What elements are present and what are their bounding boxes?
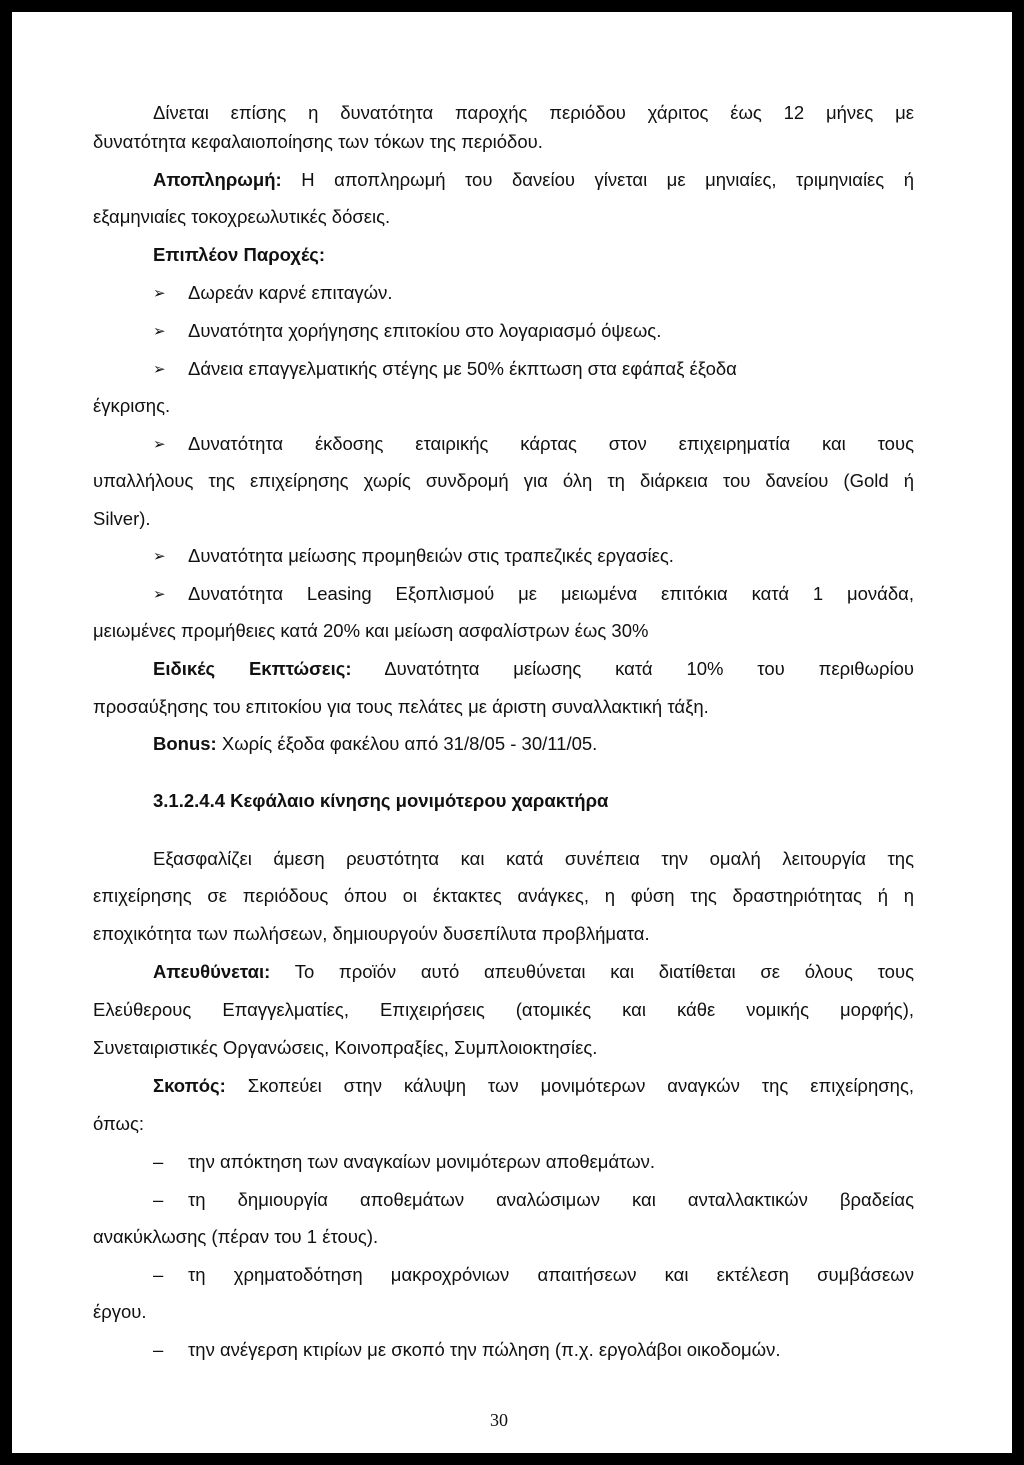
purpose-item-3-line-1: τη χρηματοδότηση μακροχρόνιων απαιτήσεων και εκτέλεση συμβάσεων — [188, 1264, 914, 1285]
special-line-1 — [153, 658, 914, 680]
intro-line-3: εποχικότητα των πωλήσεων, δημιουργούν δυσεπίλυτα προβλήματα. — [93, 923, 650, 944]
dash-bullet-icon: – — [153, 1189, 164, 1210]
purpose-line-2: όπως: — [93, 1113, 145, 1134]
special-text-1: Δυνατότητα μείωσης κατά 10% του περιθωρίου — [384, 658, 914, 679]
purpose-item-2-line-1: τη δημιουργία αποθεμάτων αναλώσιμων και ανταλλακτικών βραδείας — [188, 1189, 914, 1210]
repayment-label: Αποπληρωμή: — [153, 169, 282, 190]
extras-bullet-6-line-2: μειωμένες προμήθειες κατά 20% και μείωση ασφαλίστρων έως 30% — [93, 620, 649, 641]
purpose-line-1 — [153, 1075, 914, 1097]
grace-line-2: δυνατότητα κεφαλαιοποίησης των τόκων της περιόδου. — [93, 131, 543, 152]
purpose-item-3-line-2: έργου. — [93, 1301, 147, 1322]
page-number: 30 — [490, 1410, 508, 1430]
extras-bullet-6-line-1: Δυνατότητα Leasing Εξοπλισμού με μειωμένα επιτόκια κατά 1 μονάδα, — [188, 583, 914, 604]
dash-bullet-icon: – — [153, 1151, 164, 1172]
purpose-label: Σκοπός: — [153, 1075, 226, 1096]
extras-bullet-5: Δυνατότητα μείωσης προμηθειών στις τραπεζικές εργασίες. — [188, 545, 674, 566]
bullet-arrow-icon: ➢ — [153, 435, 166, 453]
extras-bullet-4-line-1: Δυνατότητα έκδοσης εταιρικής κάρτας στον επιχειρηματία και τους — [188, 433, 914, 454]
extras-bullet-4-line-2: υπαλλήλους της επιχείρησης χωρίς συνδρομή για όλη τη διάρκεια του δανείου (Gold ή — [93, 470, 914, 491]
bullet-arrow-icon: ➢ — [153, 322, 166, 340]
intro-line-2: επιχείρησης σε περιόδους όπου οι έκτακτες ανάγκες, η φύση της δραστηριότητας ή η — [93, 885, 914, 906]
bonus-label: Bonus: — [153, 733, 217, 754]
section-number: 3.1.2.4.4 — [153, 790, 226, 811]
special-line-2: προσαύξησης του επιτοκίου για τους πελάτες με άριστη συναλλακτική τάξη. — [93, 696, 709, 717]
target-line-1 — [153, 961, 914, 983]
purpose-item-2-line-2: ανακύκλωσης (πέραν του 1 έτους). — [93, 1226, 379, 1247]
dash-bullet-icon: – — [153, 1264, 164, 1285]
extras-heading: Επιπλέον Παροχές: — [153, 244, 326, 265]
repayment-line-1 — [153, 169, 914, 191]
bullet-arrow-icon: ➢ — [153, 284, 166, 302]
bonus-text: Χωρίς έξοδα φακέλου από 31/8/05 - 30/11/05. — [221, 733, 598, 754]
document-page — [12, 12, 1012, 1453]
extras-bullet-4-line-3: Silver). — [93, 508, 151, 529]
extras-bullet-2: Δυνατότητα χορήγησης επιτοκίου στο λογαριασμό όψεως. — [188, 320, 662, 341]
special-label: Ειδικές Εκπτώσεις: — [153, 658, 352, 679]
extras-bullet-3-line-1: Δάνεια επαγγελματικής στέγης με 50% έκπτωση στα εφάπαξ έξοδα — [188, 358, 737, 379]
bullet-arrow-icon: ➢ — [153, 547, 166, 565]
grace-line-1: Δίνεται επίσης η δυνατότητα παροχής περιόδου χάριτος έως 12 μήνες με — [153, 102, 914, 123]
purpose-text-1: Σκοπεύει στην κάλυψη των μονιμότερων αναγκών της επιχείρησης, — [247, 1075, 915, 1096]
extras-bullet-3-line-2: έγκρισης. — [93, 395, 171, 416]
target-text-1: Το προϊόν αυτό απευθύνεται και διατίθεται σε όλους τους — [294, 961, 914, 982]
purpose-item-1: την απόκτηση των αναγκαίων μονιμότερων αποθεμάτων. — [188, 1151, 656, 1172]
dash-bullet-icon: – — [153, 1339, 164, 1360]
purpose-item-4: την ανέγερση κτιρίων με σκοπό την πώληση (π.χ. εργολάβοι οικοδομών. — [188, 1339, 781, 1360]
bullet-arrow-icon: ➢ — [153, 585, 166, 603]
extras-bullet-1: Δωρεάν καρνέ επιταγών. — [188, 282, 393, 303]
target-label: Απευθύνεται: — [153, 961, 271, 982]
target-line-2: Ελεύθερους Επαγγελματίες, Επιχειρήσεις (ατομικές και κάθε νομικής μορφής), — [93, 999, 914, 1020]
intro-line-1: Εξασφαλίζει άμεση ρευστότητα και κατά συνέπεια την ομαλή λειτουργία της — [153, 848, 914, 869]
section-title: Κεφάλαιο κίνησης μονιμότερου χαρακτήρα — [230, 790, 609, 811]
bullet-arrow-icon: ➢ — [153, 360, 166, 378]
section-heading — [153, 790, 608, 812]
repayment-text-1: Η αποπληρωμή του δανείου γίνεται με μηνιαίες, τριμηνιαίες ή — [301, 169, 914, 190]
repayment-line-2: εξαμηνιαίες τοκοχρεωλυτικές δόσεις. — [93, 206, 391, 227]
target-line-3: Συνεταιριστικές Οργανώσεις, Κοινοπραξίες, Συμπλοιοκτησίες. — [93, 1037, 598, 1058]
bonus-line — [153, 733, 597, 755]
